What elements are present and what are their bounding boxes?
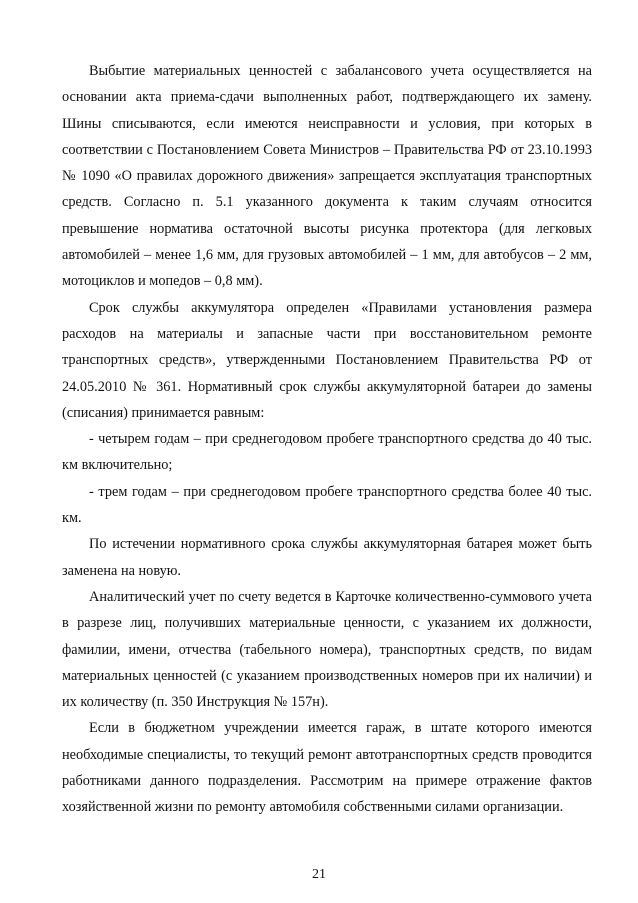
list-item-three-years: - трем годам – при среднегодовом пробеге транспортного средства более 40 тыс. км. — [62, 483, 592, 527]
list-item-four-years: - четырем годам – при среднегодовом пробеге транспортного средства до 40 тыс. км включительно; — [62, 431, 592, 474]
paragraph-garage-repair: Если в бюджетном учреждении имеется гараж, в штате которого имеются необходимые специалисты, то текущий ремонт автотранспортных средств проводится работниками данного подразделения. Рассмотрим на примере отражение фактов хозяйственной жизни по ремонту автомобиля собственными силами организации. — [62, 720, 592, 816]
paragraph-battery-replacement: По истечении нормативного срока службы аккумуляторная батарея может быть заменена на новую. — [62, 536, 592, 579]
paragraph-write-off-tires: Выбытие материальных ценностей с забалансового учета осуществляется на основании акта приема-сдачи выполненных работ, подтверждающего их замену. Шины списываются, если имеются неисправности и условия, при которых в соответствии с Постановлением Совета Министров – Правительства РФ от 23.10.1993 № 1090 «О правилах дорожного движения» запрещается эксплуатация транспортных средств. Согласно п. 5.1 указанного документа к таким случаям относится превышение норматива остаточной высоты рисунка протектора (для легковых автомобилей – менее 1,6 мм, для грузовых автомобилей – 1 мм, для автобусов – 2 мм, мотоциклов и мопедов – 0,8 мм). — [62, 63, 592, 290]
paragraph-battery-service-life: Срок службы аккумулятора определен «Правилами установления размера расходов на материалы и запасные части при восстановительном ремонте транспортных средств», утвержденными Постановлением Правительства РФ от 24.05.2010 № 361. Нормативный срок службы аккумуляторной батареи до замены (списания) принимается равным: — [62, 299, 592, 421]
page-number: 21 — [312, 867, 326, 882]
paragraph-analytical-accounting: Аналитический учет по счету ведется в Карточке количественно-суммового учета в разрезе лиц, получивших материальные ценности, с указанием их должности, фамилии, имени, отчества (табельного номера), транспортных средств, по видам материальных ценностей (с указанием производственных номеров при их наличии) и их количеству (п. 350 Инструкция № 157н). — [62, 588, 592, 711]
document-body — [62, 58, 592, 821]
